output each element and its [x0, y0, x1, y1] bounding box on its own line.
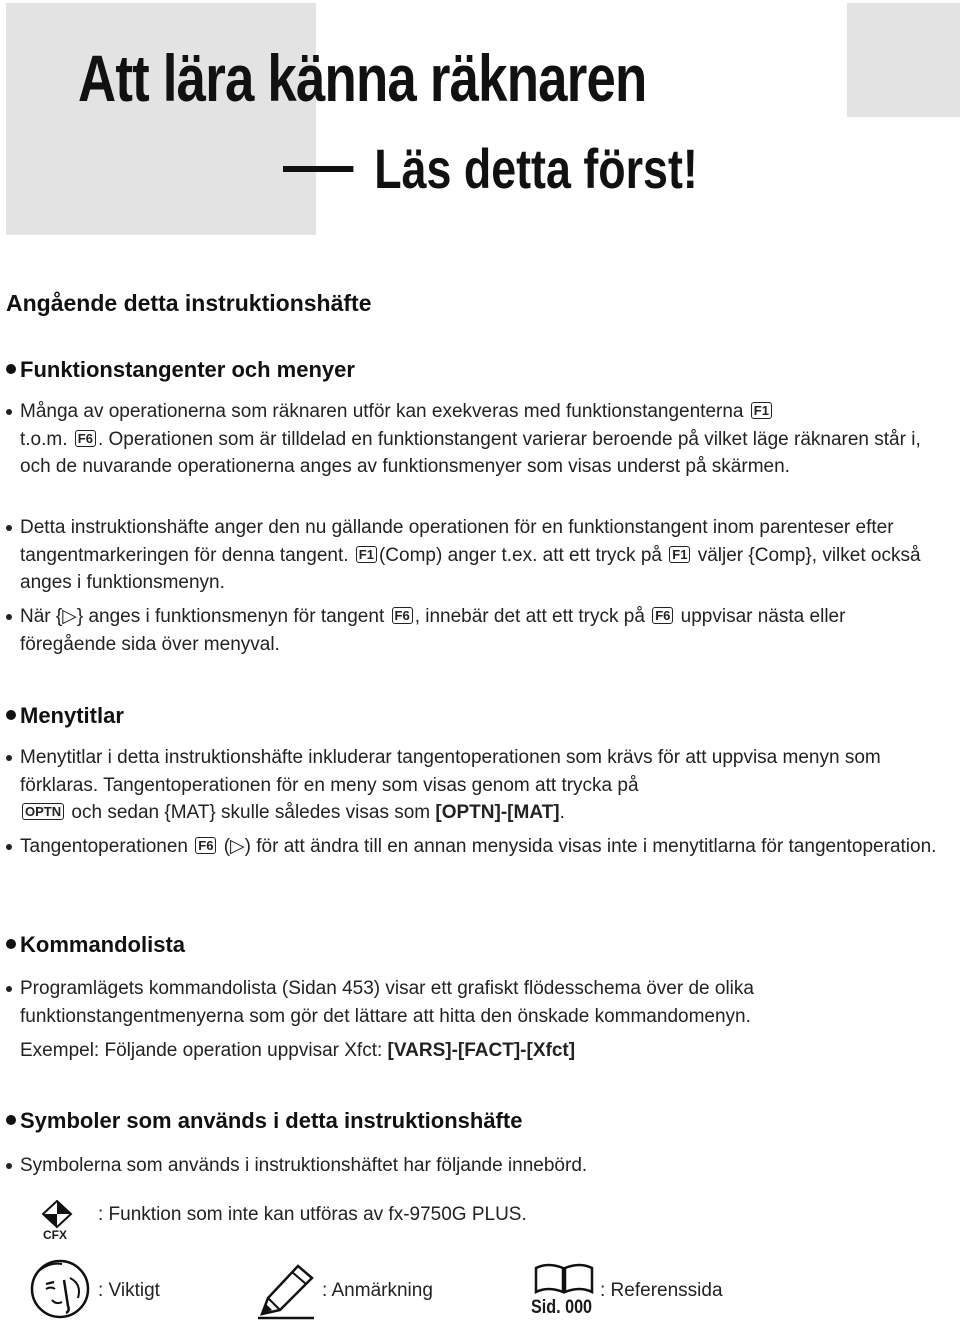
text: Tangentoperationen — [20, 836, 188, 857]
text-bold: [OPTN]-[MAT] — [435, 802, 560, 823]
text-bold: [VARS]-[FACT]-[Xfct] — [387, 1040, 576, 1061]
bullet-dot — [6, 939, 16, 949]
important-face-icon — [22, 1258, 94, 1320]
heading-menus — [6, 703, 124, 729]
heading-menus-text: Menytitlar — [20, 703, 124, 728]
heading-commands — [6, 932, 185, 958]
text: Många av operationerna som räknaren utför kan exekveras med funktionstangenterna — [20, 401, 744, 422]
bullet-dot — [6, 525, 12, 531]
heading-symbols-text: Symboler som används i detta instruktionshäfte — [20, 1108, 523, 1133]
note-description: : Anmärkning — [322, 1280, 433, 1301]
text: Menytitlar i detta instruktionshäfte inkluderar tangentoperationen som krävs för att uppvisa menyn som förklaras. Tangentoperationen för en meny som visas genom att trycka på — [20, 747, 881, 796]
page-title: Att lära känna räknaren — [78, 41, 647, 115]
f1-key-icon: F1 — [751, 402, 772, 419]
menus-paragraph-2 — [20, 833, 940, 861]
heading-functions — [6, 357, 355, 383]
text: När {▷} anges i funktionsmenyn för tangent — [20, 606, 385, 627]
functions-paragraph-1 — [20, 398, 940, 481]
f1-key-icon: F1 — [669, 546, 690, 563]
text: Exempel: Följande operation uppvisar Xfct: — [20, 1040, 383, 1061]
symbols-paragraph-1 — [20, 1152, 940, 1180]
important-description: : Viktigt — [98, 1280, 160, 1301]
pencil-icon — [256, 1262, 318, 1320]
functions-paragraph-3 — [20, 603, 940, 658]
text: och sedan {MAT} skulle således visas som — [71, 802, 431, 823]
cfx-label: CFX — [43, 1228, 67, 1242]
em-dash — [283, 166, 353, 172]
bullet-dot — [6, 1115, 16, 1125]
text: . — [559, 802, 565, 823]
text: . Operationen som är tilldelad en funktionstangent varierar beroende på vilket läge räknaren står i, och de nuvarande operationerna anges av funktionsmenyer som visas underst på skärmen. — [20, 428, 921, 477]
text: (▷) för att ändra till en annan menysida visas inte i menytitlarna för tangentoperation. — [223, 836, 937, 857]
menus-paragraph-1 — [20, 744, 940, 827]
f6-key-icon: F6 — [392, 607, 413, 624]
f6-key-icon: F6 — [75, 430, 96, 447]
text: Programlägets kommandolista (Sidan 453) visar ett grafiskt flödesschema över de olika funktionstangentmenyerna som gör det lättare att hitta den önskade kommandomenyn. — [20, 978, 754, 1027]
reference-description: : Referenssida — [600, 1280, 723, 1301]
text: , innebär det att ett tryck på — [414, 606, 645, 627]
heading-commands-text: Kommandolista — [20, 932, 186, 957]
open-book-icon — [532, 1262, 596, 1298]
bullet-dot — [6, 710, 16, 720]
text: (Comp) anger t.ex. att ett tryck på — [378, 544, 662, 566]
section-heading: Angående detta instruktionshäfte — [6, 290, 372, 316]
bullet-dot — [6, 755, 12, 761]
heading-functions-text: Funktionstangenter och menyer — [20, 357, 355, 382]
text: väljer {Comp}, vilket också anges i funktionsmenyn. — [20, 544, 921, 593]
heading-symbols — [6, 1108, 522, 1134]
bullet-dot — [6, 844, 12, 850]
commands-paragraph-1 — [20, 975, 940, 1030]
text: Symbolerna som används i instruktionshäftet har följande innebörd. — [20, 1155, 588, 1176]
bullet-dot — [6, 614, 12, 620]
page-subtitle-text: Läs detta först! — [374, 137, 698, 200]
f6-key-icon: F6 — [652, 607, 673, 624]
bullet-dot — [6, 1163, 12, 1169]
header-gray-block-left — [6, 3, 316, 235]
header-gray-block-right — [847, 3, 960, 117]
text: t.o.m. — [20, 428, 68, 450]
optn-key-icon: OPTN — [22, 803, 64, 820]
cfx-description: : Funktion som inte kan utföras av fx-9750G PLUS. — [98, 1204, 527, 1225]
page-subtitle — [283, 136, 698, 201]
bullet-dot — [6, 409, 12, 415]
f1-key-icon: F1 — [356, 546, 377, 563]
text: uppvisar nästa eller föregående sida över menyval. — [20, 606, 846, 655]
text: Detta instruktionshäfte anger den nu gällande operationen för en funktionstangent inom parenteser efter tangentmarkeringen för denna tangent. — [20, 517, 894, 566]
bullet-dot — [6, 986, 12, 992]
bullet-dot — [6, 364, 16, 374]
reference-page-label: Sid. 000 — [531, 1297, 593, 1318]
f6-key-icon: F6 — [195, 837, 216, 854]
functions-paragraph-2 — [20, 514, 940, 597]
commands-example — [20, 1037, 940, 1065]
